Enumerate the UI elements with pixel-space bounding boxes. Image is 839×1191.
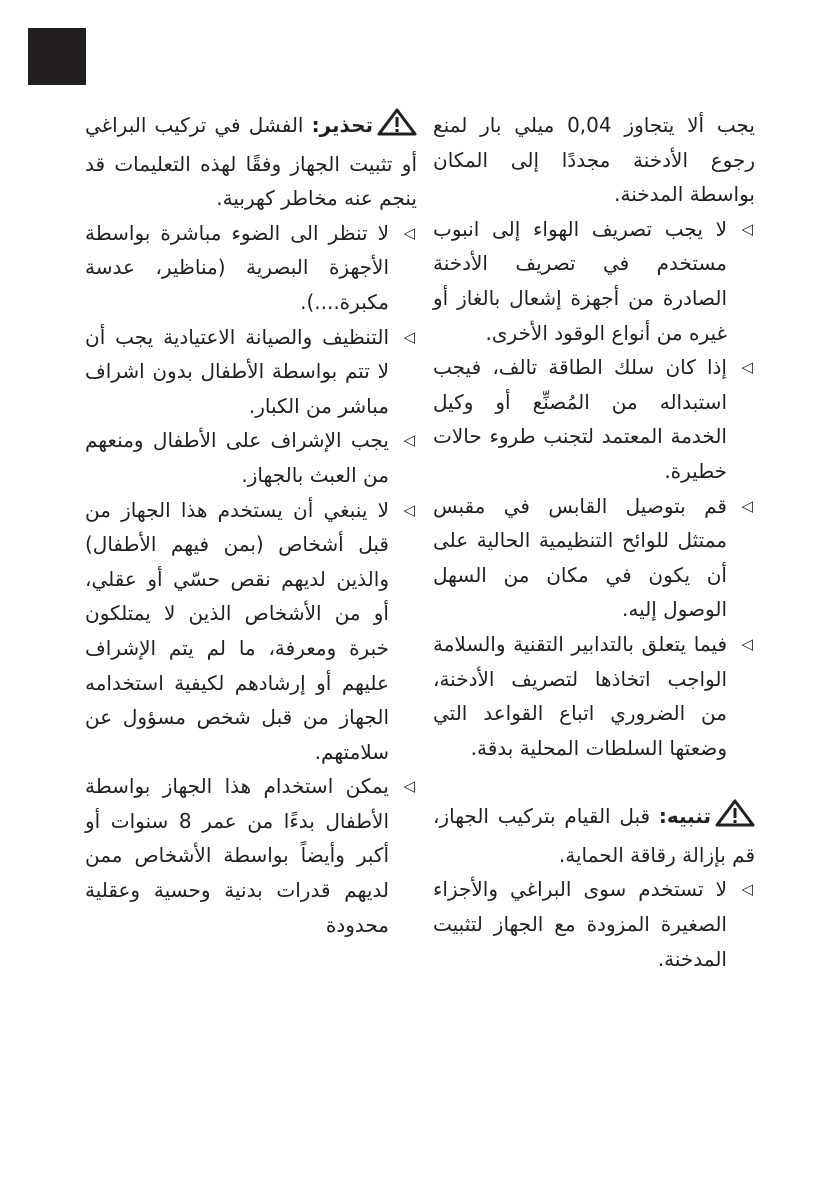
list-item: ◁ يجب الإشراف على الأطفال ومنعهم من العبث بالجهاز. — [85, 423, 417, 492]
bullet-triangle-icon: ◁ — [403, 431, 415, 450]
bullet-triangle-icon: ◁ — [403, 223, 415, 242]
warning-triangle-icon — [715, 799, 755, 838]
bullet-triangle-icon: ◁ — [403, 500, 415, 519]
notice-text: قبل القيام بتركيب الجهاز، قم بإزالة رقاقة الحماية. — [433, 804, 755, 867]
notice-title: تنبيه: — [658, 804, 712, 829]
list-item: ◁ لا ينبغي أن يستخدم هذا الجهاز من قبل أشخاص (بمن فيهم الأطفال) والذين لديهم نقص حسّي أو عقلي، أو من الأشخاص الذين لا يمتلكون خبرة ومعرفة، ما لم يتم الإشراف عليهم أو إرشادهم لكيفية استخدامه الجهاز من قبل شخص مسؤول عن سلامتهم. — [85, 493, 417, 770]
bullet-triangle-icon: ◁ — [741, 219, 753, 238]
notice-block — [433, 799, 755, 872]
list-item: ◁ يمكن استخدام هذا الجهاز بواسطة الأطفال بدءًا من عمر 8 سنوات أو أكبر وأيضاً بواسطة الأشخاص ممن لديهم قدرات بدنية وحسية وعقلية محدودة — [85, 769, 417, 942]
bullet-triangle-icon: ◁ — [741, 634, 753, 653]
bullet-triangle-icon: ◁ — [741, 496, 753, 515]
bullet-triangle-icon: ◁ — [403, 777, 415, 796]
list-item: ◁ لا تستخدم سوى البراغي والأجزاء الصغيرة المزودة مع الجهاز لتثبيت المدخنة. — [433, 872, 755, 976]
bullet-triangle-icon: ◁ — [741, 880, 753, 899]
bullet-triangle-icon: ◁ — [741, 358, 753, 377]
list-item: ◁ لا تنظر الى الضوء مباشرة بواسطة الأجهزة البصرية (مناظير، عدسة مكبرة....). — [85, 216, 417, 320]
bullet-triangle-icon: ◁ — [403, 327, 415, 346]
list-item: ◁ قم بتوصيل القابس في مقبس ممتثل للوائح التنظيمية الحالية على أن يكون في مكان من السهل الوصول إليه. — [433, 489, 755, 627]
list-item: ◁ إذا كان سلك الطاقة تالف، فيجب استبداله من المُصنِّع أو وكيل الخدمة المعتمد لتجنب طروء حالات خطيرة. — [433, 350, 755, 488]
list-item: ◁ فيما يتعلق بالتدابير التقنية والسلامة الواجب اتخاذها لتصريف الأدخنة، من الضروري اتباع القواعد التي وضعتها السلطات المحلية بدقة. — [433, 627, 755, 765]
warning-title: تحذير: — [311, 113, 373, 137]
warning-block — [85, 108, 417, 216]
list-item: ◁ لا يجب تصريف الهواء إلى انبوب مستخدم في تصريف الأدخنة الصادرة من أجهزة إشعال بالغاز أو غيره من أنواع الوقود الأخرى. — [433, 212, 755, 350]
right-column — [433, 108, 755, 976]
page-corner-marker — [28, 28, 86, 85]
warning-triangle-icon — [377, 108, 417, 147]
intro-paragraph: يجب ألا يتجاوز 0,04 ميلي بار لمنع رجوع الأدخنة مجددًا إلى المكان بواسطة المدخنة. — [433, 113, 755, 207]
warning-text: الفشل في تركيب البراغي أو تثبيت الجهاز وفقًا لهذه التعليمات قد ينجم عنه مخاطر كهربية. — [85, 113, 417, 211]
list-item: ◁ التنظيف والصيانة الاعتيادية يجب أن لا تتم بواسطة الأطفال بدون اشراف مباشر من الكبار. — [85, 320, 417, 424]
left-column — [85, 108, 417, 942]
